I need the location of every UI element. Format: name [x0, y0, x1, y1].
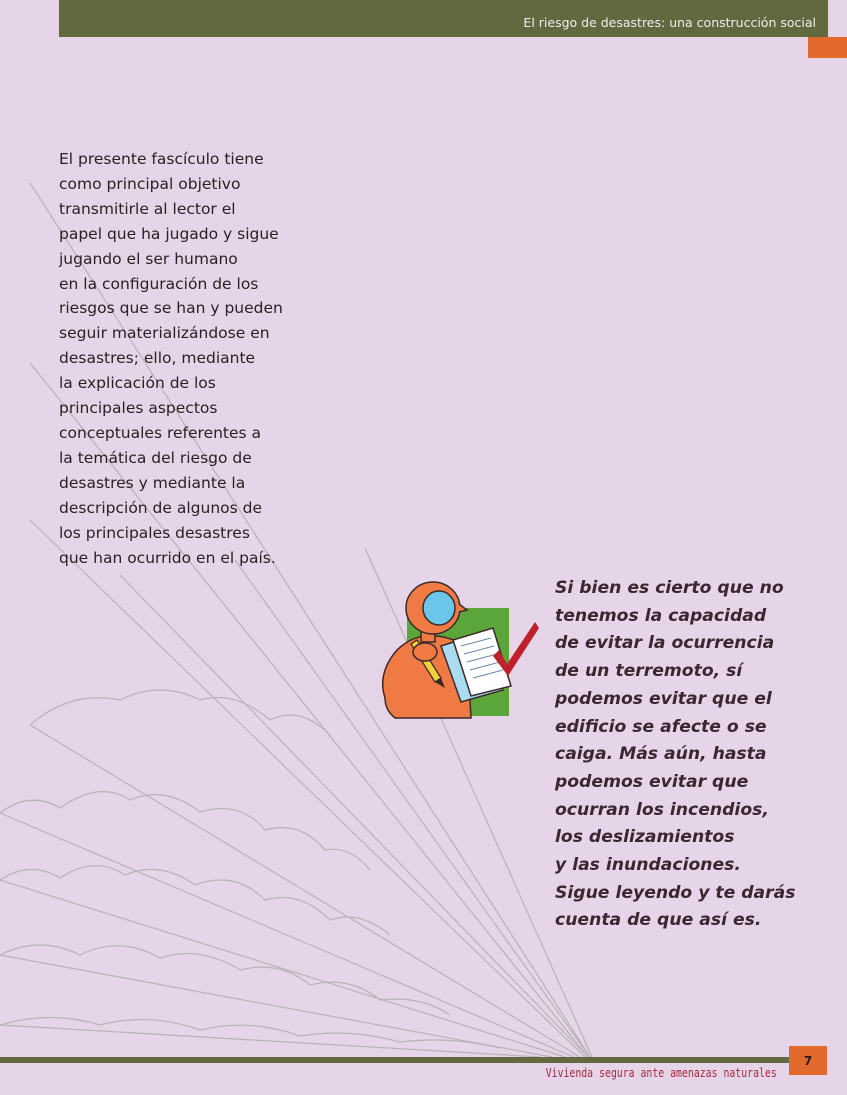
running-header-title: El riesgo de desastres: una construcción social: [523, 15, 816, 30]
intro-line: la explicación de los: [59, 374, 216, 393]
intro-line: descripción de algunos de: [59, 498, 263, 517]
intro-line: como principal objetivo: [59, 174, 241, 193]
intro-line: la temática del riesgo de: [59, 448, 252, 467]
quote-line: los deslizamientos: [555, 827, 735, 848]
intro-paragraph: [59, 147, 299, 570]
quote-line: caiga. Más aún, hasta: [555, 744, 767, 765]
quote-line: de un terremoto, sí: [555, 661, 743, 682]
intro-line: conceptuales referentes a: [59, 423, 262, 442]
quote-line: cuenta de que así es.: [555, 910, 762, 931]
highlight-quote: [555, 575, 840, 935]
page-number: 7: [789, 1046, 827, 1075]
intro-line: en la configuración de los: [59, 274, 259, 293]
quote-line: podemos evitar que el: [555, 688, 772, 709]
person-with-checklist-icon: [375, 578, 543, 723]
quote-line: ocurran los incendios,: [555, 799, 769, 820]
intro-line: seguir materializándose en: [59, 324, 270, 343]
intro-line: desastres; ello, mediante: [59, 349, 256, 368]
quote-line: tenemos la capacidad: [555, 605, 767, 626]
intro-line: transmitirle al lector el: [59, 199, 236, 218]
quote-line: edificio se afecte o se: [555, 716, 767, 737]
intro-line: El presente fascículo tiene: [59, 150, 264, 168]
intro-line: riesgos que se han y pueden: [59, 299, 283, 318]
running-footer-title: Vivienda segura ante amenazas naturales: [545, 1066, 777, 1080]
footer-bar: [0, 1057, 789, 1063]
intro-line: los principales desastres: [59, 523, 250, 542]
intro-line: desastres y mediante la: [59, 473, 246, 492]
quote-line: de evitar la ocurrencia: [555, 633, 775, 654]
intro-line: papel que ha jugado y sigue: [59, 224, 279, 243]
intro-line: que han ocurrido en el país.: [59, 548, 276, 567]
quote-line: y las inundaciones.: [555, 855, 741, 876]
quote-line: Sigue leyendo y te darás: [555, 882, 796, 903]
quote-line: Si bien es cierto que no: [555, 578, 784, 598]
intro-line: jugando el ser humano: [59, 249, 238, 268]
quote-line: podemos evitar que: [555, 771, 749, 792]
intro-line: principales aspectos: [59, 399, 218, 418]
